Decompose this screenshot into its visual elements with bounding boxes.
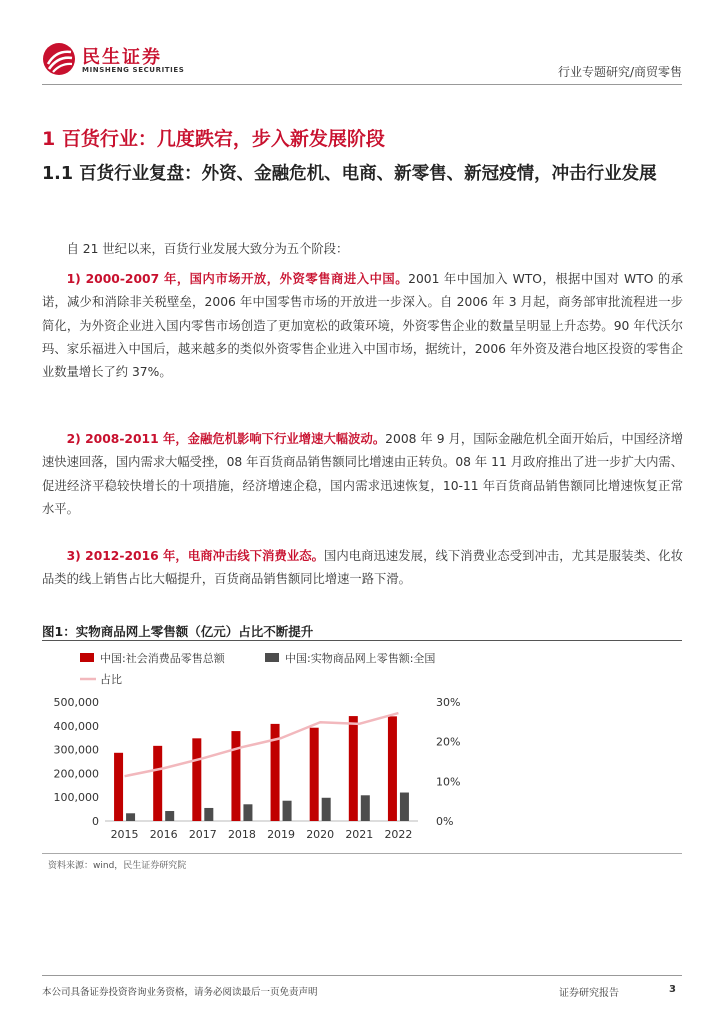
figure-source: 资料来源：wind，民生证券研究院 xyxy=(48,861,187,871)
page-number: 3 xyxy=(669,984,676,995)
y-right-tick-label: 0% xyxy=(436,815,454,828)
y-left-tick-label: 500,000 xyxy=(53,696,99,709)
y-right-tick-label: 10% xyxy=(436,775,461,789)
stage-2-body: 2008 年 9 月，国际金融危机全面开始后，中国经济增速快速回落，国内需求大幅受挫，08 年百货商品销售额同比增速由正转负。08 年 11 月政府推出了进一步扩大内需、促进经济平稳较快增长的十项措施，经济增速企稳，国内需求迅速恢复，10-11 年百货商品销售额同比增速恢复正常水平。 xyxy=(42,432,683,516)
stage-1-lead: 1) 2000-2007 年，国内市场开放，外资零售商进入中国。 xyxy=(66,272,409,286)
bar-online-retail xyxy=(283,801,292,821)
y-right-tick-label: 20% xyxy=(436,735,461,749)
bar-total-retail xyxy=(114,753,123,821)
bar-total-retail xyxy=(388,716,397,821)
bar-online-retail xyxy=(126,813,135,821)
minsheng-logo-icon xyxy=(42,42,76,76)
bar-online-retail xyxy=(322,798,331,821)
legend-label-1: 中国:实物商品网上零售额:全国 xyxy=(285,652,436,665)
paragraph-stage-1 xyxy=(42,268,683,384)
stage-1-body: 2001 年中国加入 WTO，根据中国对 WTO 的承诺，减少和消除非关税壁垒，2006 年中国零售市场的开放进一步深入。自 2006 年 3 月起，商务部审批流程进一步简化，为外资企业进入国内零售市场创造了更加宽松的政策环境，外资零售企业的数量呈明显上升态势。90 年代沃尔玛、家乐福进入中国后，越来越多的类似外资零售企业进入中国市场，据统计，2006 年外资及港台地区投资的零售企业数量增长了约 37%。 xyxy=(42,272,683,380)
bar-online-retail xyxy=(361,795,370,821)
header-divider xyxy=(42,84,682,85)
logo-name-en: MINSHENG SECURITIES xyxy=(82,66,185,74)
bar-total-retail xyxy=(192,738,201,821)
bar-online-retail xyxy=(243,804,252,821)
x-tick-label: 2016 xyxy=(149,828,178,841)
company-logo xyxy=(42,42,192,76)
bar-online-retail xyxy=(204,808,213,821)
x-tick-label: 2021 xyxy=(345,828,374,841)
footer-disclaimer: 本公司具备证券投资咨询业务资格，请务必阅读最后一页免责声明 xyxy=(42,987,318,998)
y-left-tick-label: 0 xyxy=(92,815,99,828)
footer-report-type: 证券研究报告 xyxy=(559,988,619,999)
stage-2-lead: 2) 2008-2011 年，金融危机影响下行业增速大幅波动。 xyxy=(66,432,386,446)
legend-label-2: 占比 xyxy=(100,673,122,686)
footer-divider xyxy=(42,975,682,976)
bar-online-retail xyxy=(400,793,409,821)
section-heading: 1 百货行业：几度跌宕，步入新发展阶段 xyxy=(42,128,385,150)
paragraph-stage-2 xyxy=(42,428,683,521)
retail-sales-chart xyxy=(42,644,682,850)
subsection-heading: 1.1 百货行业复盘：外资、金融危机、电商、新零售、新冠疫情，冲击行业发展 xyxy=(42,164,657,184)
x-tick-label: 2017 xyxy=(188,828,217,841)
y-left-tick-label: 200,000 xyxy=(53,767,99,781)
bar-total-retail xyxy=(231,731,240,821)
figure-bottom-rule xyxy=(42,853,682,854)
bar-total-retail xyxy=(310,728,319,821)
x-tick-label: 2015 xyxy=(110,828,139,841)
stage-3-body: 国内电商迅速发展，线下消费业态受到冲击，尤其是服装类、化妆品类的线上销售占比大幅提升，百货商品销售额同比增速一路下滑。 xyxy=(42,549,683,587)
figure-top-rule xyxy=(42,640,682,641)
paragraph-stage-3 xyxy=(42,545,683,592)
chart-legend xyxy=(80,651,435,686)
x-tick-label: 2022 xyxy=(384,828,413,841)
y-left-tick-label: 100,000 xyxy=(53,791,99,805)
legend-swatch-1 xyxy=(265,653,279,662)
bar-online-retail xyxy=(165,811,174,821)
y-left-tick-label: 400,000 xyxy=(53,719,99,733)
legend-swatch-0 xyxy=(80,653,94,662)
x-tick-label: 2019 xyxy=(267,828,296,841)
logo-name-cn: 民生证券 xyxy=(82,47,162,68)
y-left-tick-label: 300,000 xyxy=(53,743,99,757)
x-tick-label: 2020 xyxy=(306,828,335,841)
y-right-tick-label: 30% xyxy=(436,696,461,709)
legend-label-0: 中国:社会消费品零售总额 xyxy=(100,652,225,665)
intro-paragraph: 自 21 世纪以来，百货行业发展大致分为五个阶段： xyxy=(66,242,349,256)
figure-title: 图1：实物商品网上零售额（亿元）占比不断提升 xyxy=(42,624,314,639)
report-category: 行业专题研究/商贸零售 xyxy=(557,65,682,79)
stage-3-lead: 3) 2012-2016 年，电商冲击线下消费业态。 xyxy=(66,549,325,563)
x-tick-label: 2018 xyxy=(227,828,256,841)
bar-total-retail xyxy=(349,716,358,821)
bar-total-retail xyxy=(153,746,162,821)
